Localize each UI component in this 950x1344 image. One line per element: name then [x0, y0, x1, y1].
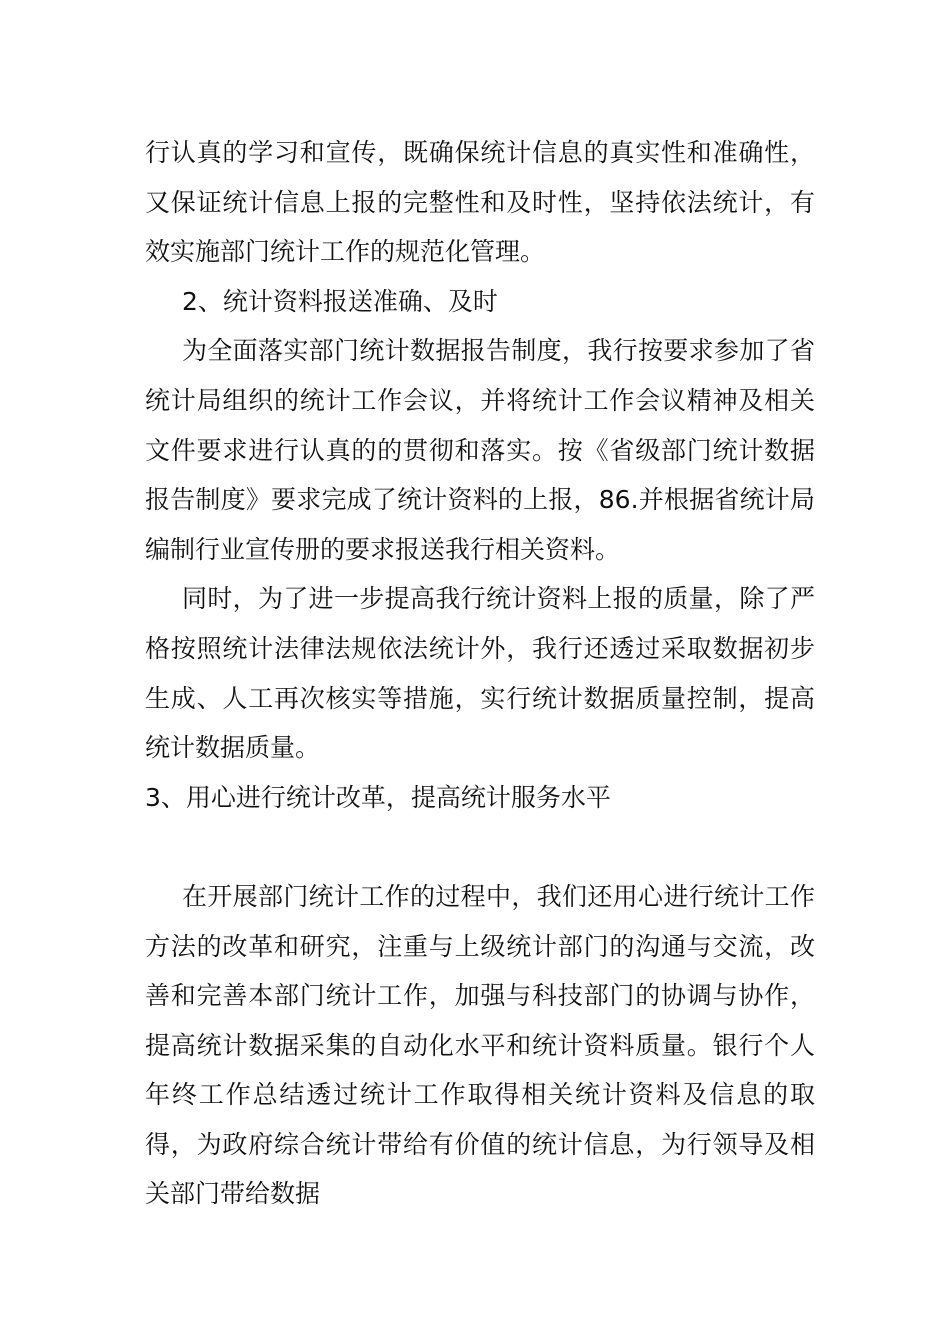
paragraph-reform: 在开展部门统计工作的过程中，我们还用心进行统计工作方法的改革和研究，注重与上级统计部门的沟通与交流，改善和完善本部门统计工作，加强与科技部门的协调与协作，提高统计数据采集的自动化水平和统计资料质量。银行个人年终工作总结透过统计工作取得相关统计资料及信息的取得，为政府综合统计带给有价值的统计信息，为行领导及相关部门带给数据 — [145, 881, 815, 1209]
section-heading-3: 3、用心进行统计改革，提高统计服务水平 — [145, 782, 611, 812]
paragraph-report-system: 为全面落实部门统计数据报告制度，我行按要求参加了省统计局组织的统计工作会议，并将统计工作会议精神及相关文件要求进行认真的的贯彻和落实。按《省级部门统计数据报告制度》要求完成了统计资料的上报，86.并根据省统计局编制行业宣传册的要求报送我行相关资料。 — [145, 336, 815, 564]
section-heading-2: 2、统计资料报送准确、及时 — [182, 286, 498, 316]
blank-line — [145, 822, 815, 872]
paragraph-continuation: 行认真的学习和宣传，既确保统计信息的真实性和准确性，又保证统计信息上报的完整性和及时性，坚持依法统计，有效实施部门统计工作的规范化管理。 — [145, 138, 815, 267]
document-body — [145, 128, 815, 1219]
paragraph-quality-control: 同时，为了进一步提高我行统计资料上报的质量，除了严格按照统计法律法规依法统计外，我行还透过采取数据初步生成、人工再次核实等措施，实行统计数据质量控制，提高统计数据质量。 — [145, 584, 815, 763]
